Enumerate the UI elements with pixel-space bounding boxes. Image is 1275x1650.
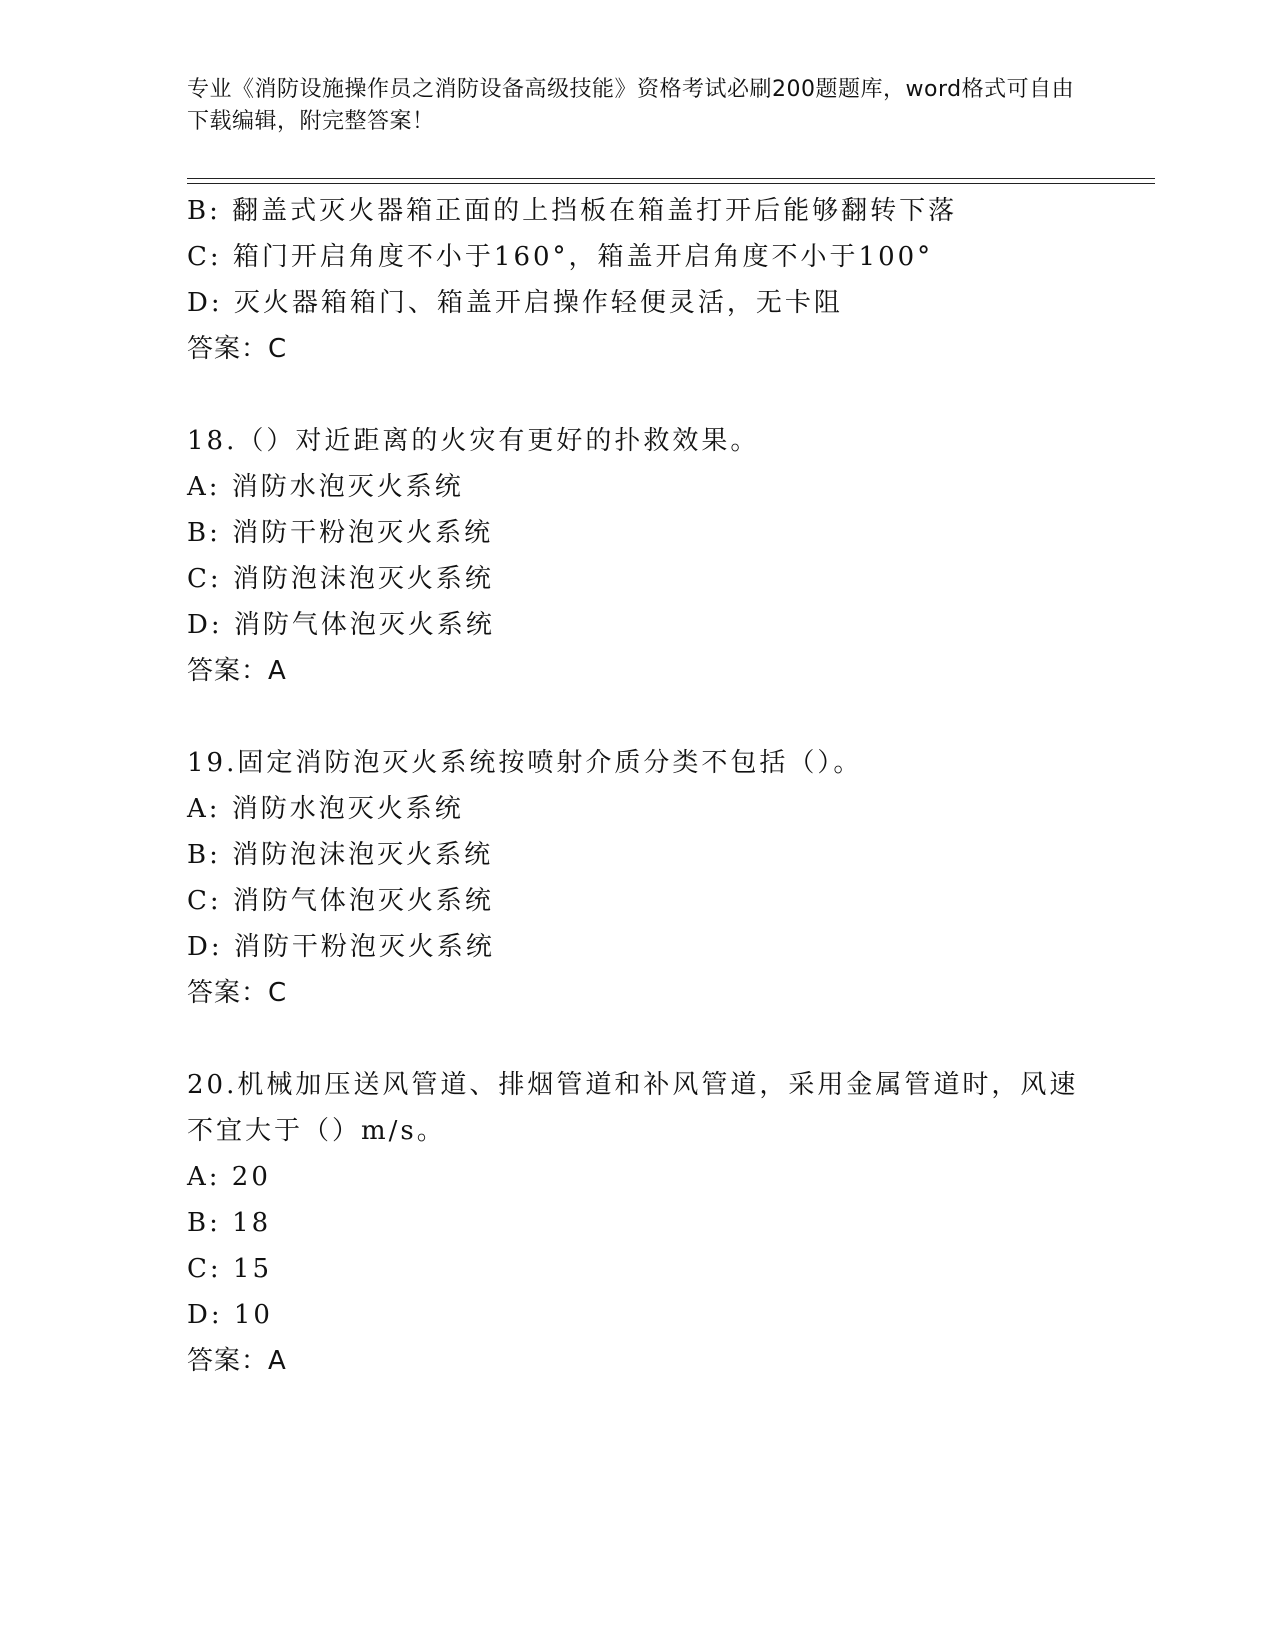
- header-rule-bottom: [187, 183, 1155, 184]
- document-header: 专业《消防设施操作员之消防设备高级技能》资格考试必刷200题题库，word格式可自由下载编辑，附完整答案！: [187, 77, 1075, 134]
- answer-line: 答案：A: [187, 656, 287, 686]
- question-18: [187, 418, 1087, 694]
- question-text: 18.（）对近距离的火灾有更好的扑救效果。: [187, 426, 760, 456]
- question-17-continued: [187, 188, 1087, 372]
- option-a: A: 20: [187, 1162, 271, 1192]
- question-list: [187, 188, 1087, 1384]
- option-d: D: 10: [187, 1300, 273, 1330]
- option-b: B: 消防泡沫泡灭火系统: [187, 840, 494, 870]
- question-text: 20.机械加压送风管道、排烟管道和补风管道，采用金属管道时，风速不宜大于（）m/s。: [187, 1070, 1079, 1146]
- option-b: B: 翻盖式灭火器箱正面的上挡板在箱盖打开后能够翻转下落: [187, 196, 958, 226]
- option-c: C: 消防气体泡灭火系统: [187, 886, 494, 916]
- answer-line: 答案：C: [187, 978, 288, 1008]
- answer-line: 答案：C: [187, 334, 288, 364]
- question-19: [187, 740, 1087, 1016]
- option-a: A: 消防水泡灭火系统: [187, 794, 464, 824]
- answer-line: 答案：A: [187, 1346, 287, 1376]
- header-rule-top: [187, 178, 1155, 179]
- question-text: 19.固定消防泡灭火系统按喷射介质分类不包括（）。: [187, 748, 863, 778]
- option-b: B: 18: [187, 1208, 272, 1238]
- spacer: [187, 372, 1087, 418]
- option-d: D: 灭火器箱箱门、箱盖开启操作轻便灵活，无卡阻: [187, 288, 843, 318]
- option-a: A: 消防水泡灭火系统: [187, 472, 464, 502]
- option-c: C: 箱门开启角度不小于160°，箱盖开启角度不小于100°: [187, 242, 934, 272]
- spacer: [187, 694, 1087, 740]
- spacer: [187, 1016, 1087, 1062]
- option-b: B: 消防干粉泡灭火系统: [187, 518, 494, 548]
- option-c: C: 15: [187, 1254, 273, 1284]
- option-d: D: 消防气体泡灭火系统: [187, 610, 495, 640]
- option-c: C: 消防泡沫泡灭火系统: [187, 564, 494, 594]
- option-d: D: 消防干粉泡灭火系统: [187, 932, 495, 962]
- question-20: [187, 1062, 1087, 1384]
